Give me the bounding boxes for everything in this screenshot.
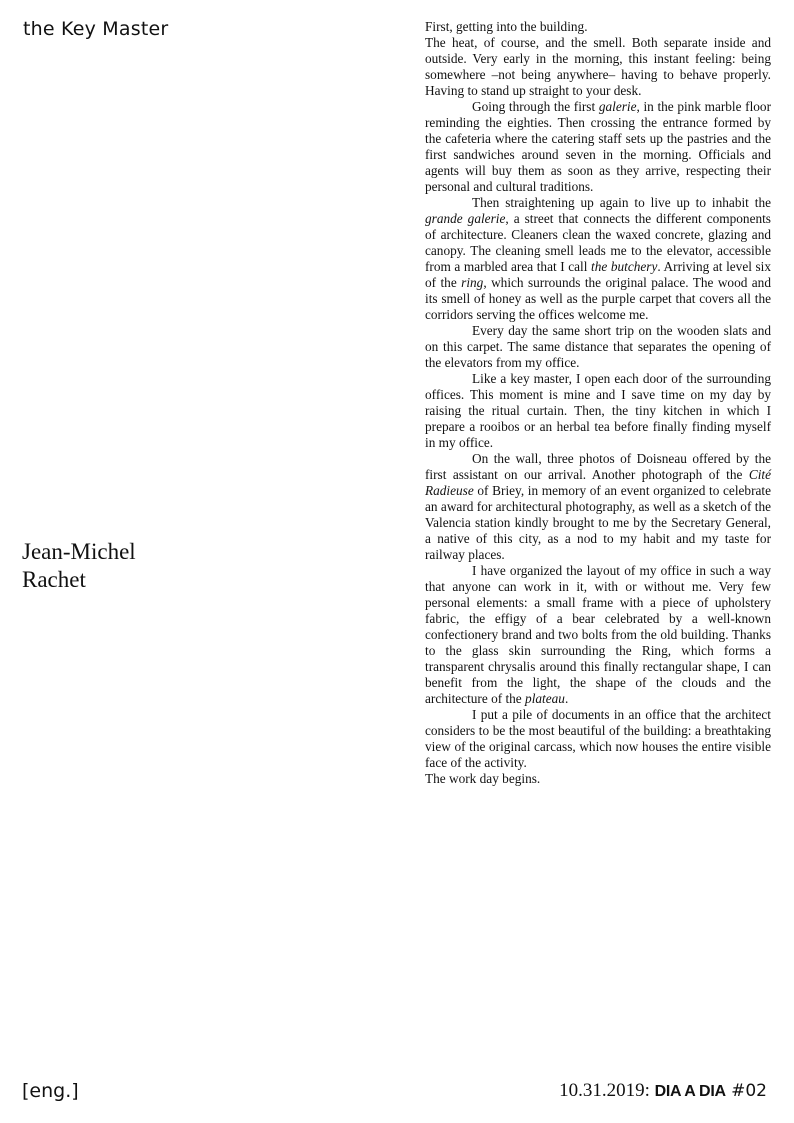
author-last-name: Rachet xyxy=(22,567,86,592)
italic-term: ring xyxy=(461,275,484,290)
paragraph-2 xyxy=(425,99,771,195)
paragraph-4: Every day the same short trip on the wooden slats and on this carpet. The same distance that separates the opening of the elevators from my office. xyxy=(425,323,771,370)
text-run: , a street that connects the different components of architecture. Cleaners clean the waxed concrete, glazing and canopy. The cleaning smell leads me to the elevator, accessible from a marbled area that I call xyxy=(425,211,771,274)
text-run: of Briey, in memory of an event organized to celebrate an award for architectural photography, as well as a sketch of the Valencia station kindly brought to me by the Secretary General, a native of this city, as a nod to my habit and my taste for railway places. xyxy=(425,483,771,562)
paragraph-5: Like a key master, I open each door of the surrounding offices. This moment is mine and I save time on my day by raising the ritual curtain. Then, the tiny kitchen in which I prepare a rooibos or an herbal tea before finally finding myself in my office. xyxy=(425,371,771,450)
text-run: Then straightening up again to live up to inhabit the xyxy=(472,195,771,210)
paragraph-1a: First, getting into the building. xyxy=(425,19,588,34)
paragraph-6 xyxy=(425,451,771,563)
paragraph-9: The work day begins. xyxy=(425,771,541,786)
text-run: , in the pink marble floor reminding the eighties. Then crossing the entrance formed by the cafeteria where the catering staff sets up the pastries and the first sandwiches around seven in the morning. Officials and agents will buy them as soon as they arrive, respecting their personal and cultural traditions. xyxy=(425,99,771,194)
article-body xyxy=(425,19,771,787)
text-run: On the wall, three photos of Doisneau offered by the first assistant on our arrival. Another photograph of the xyxy=(425,451,771,482)
language-label: [eng.] xyxy=(22,1080,79,1102)
italic-term: grande galerie xyxy=(425,211,506,226)
paragraph-3 xyxy=(425,195,771,323)
paragraph-8: I put a pile of documents in an office that the architect considers to be the most beautiful of the building: a breathtaking view of the original carcass, which now houses the entire visible face of the activity. xyxy=(425,707,771,770)
text-run: , which surrounds the original palace. The wood and its smell of honey as well as the purple carpet that covers all the corridors serving the offices welcome me. xyxy=(425,275,771,322)
text-run: I have organized the layout of my office in such a way that anyone can work in it, with or without me. Very few personal elements: a small frame with a piece of upholstery fabric, the effigy of a bear celebrated by a well-known confectionery brand and two bolts from the old building. Thanks to the glass skin surrounding the Ring, which forms a transparent chrysalis around this finally rectangular shape, I can benefit from the light, the shape of the clouds and the architecture of the xyxy=(425,563,771,706)
text-run: . xyxy=(564,691,569,706)
paragraph-1b: The heat, of course, and the smell. Both separate inside and outside. Very early in the morning, this instant feeling: being somewhere –not being anywhere– having to behave properly. Having to stand up straight to your desk. xyxy=(425,35,771,98)
author-name xyxy=(22,538,136,594)
text-run: Going through the first xyxy=(472,99,599,114)
issue-number: #02 xyxy=(725,1081,767,1101)
page-title: the Key Master xyxy=(23,18,169,40)
paragraph-7 xyxy=(425,563,771,707)
issue-date: 10.31.2019: xyxy=(559,1080,655,1101)
issue-series: DIA A DIA xyxy=(654,1083,726,1100)
italic-term: plateau xyxy=(525,691,565,706)
issue-info xyxy=(559,1080,767,1102)
author-first-name: Jean-Michel xyxy=(22,539,136,564)
text-run: . Arriving at level six of the xyxy=(425,259,772,290)
italic-term: galerie xyxy=(598,99,637,114)
italic-term: the butchery xyxy=(591,259,658,274)
italic-term: Cité Radieuse xyxy=(425,467,771,498)
